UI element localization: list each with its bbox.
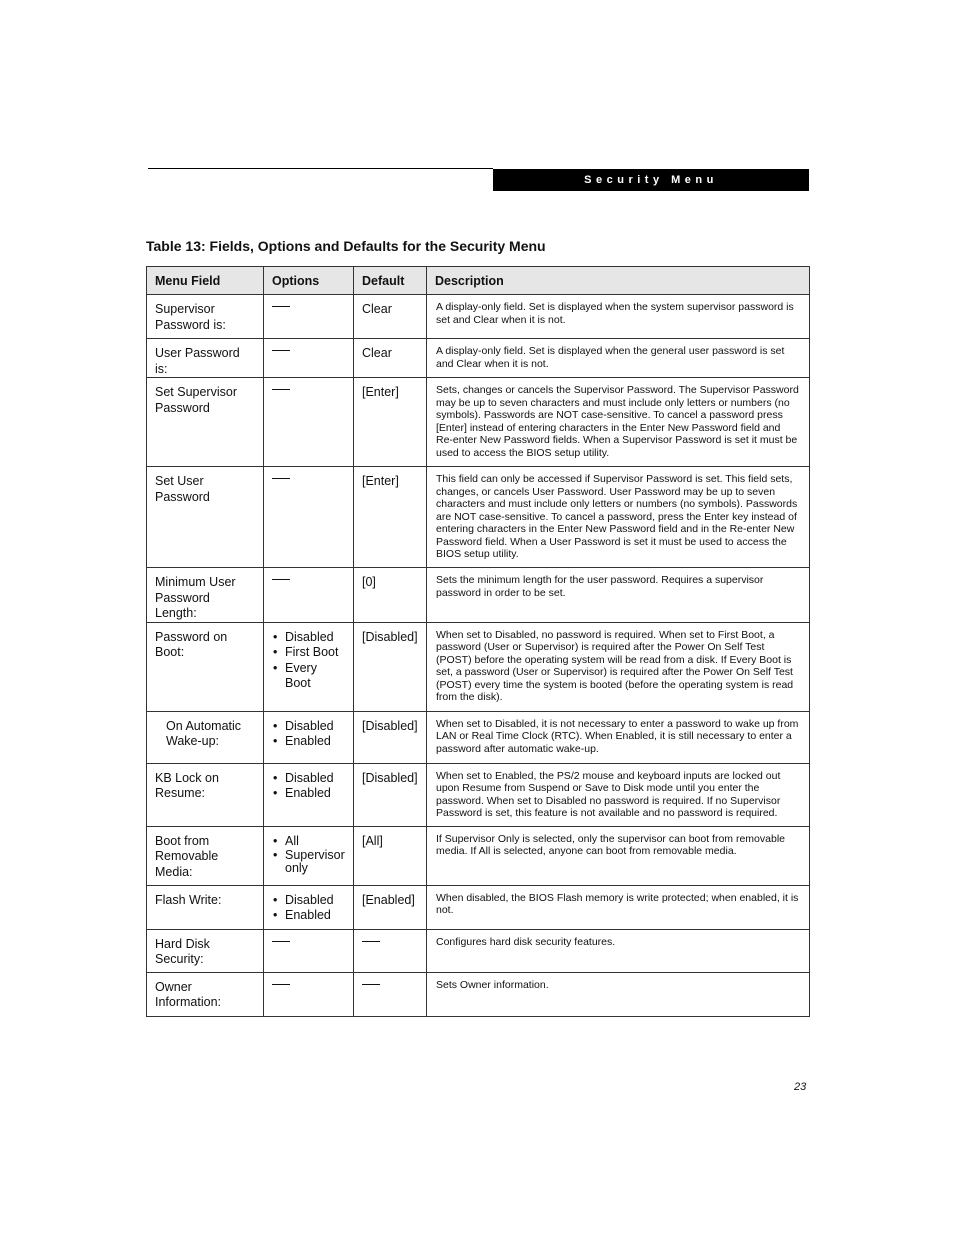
description-cell: A display-only field. Set is displayed when the general user password is set and Clear when it is not. <box>427 339 810 378</box>
default-cell: Clear <box>354 339 427 378</box>
table-row <box>147 339 810 378</box>
table-row <box>147 711 810 763</box>
table-row <box>147 763 810 826</box>
no-options-dash <box>272 306 290 307</box>
table-row <box>147 929 810 972</box>
options-list <box>272 630 345 692</box>
description-cell: Sets Owner information. <box>427 972 810 1016</box>
menu-field-cell: KB Lock on Resume: <box>147 763 264 826</box>
options-cell <box>264 622 354 711</box>
options-cell <box>264 929 354 972</box>
options-list <box>272 771 345 802</box>
table-row <box>147 885 810 929</box>
no-options-dash <box>272 478 290 479</box>
options-cell <box>264 711 354 763</box>
header-rule <box>148 168 493 169</box>
default-cell: [Disabled] <box>354 622 427 711</box>
options-cell <box>264 568 354 623</box>
menu-field-cell: Boot from Removable Media: <box>147 826 264 885</box>
option-item: • Supervisor only <box>272 849 345 875</box>
options-cell <box>264 826 354 885</box>
option-item: • Enabled <box>272 908 345 924</box>
default-cell <box>354 972 427 1016</box>
option-item: • Disabled <box>272 893 345 909</box>
option-item: • Enabled <box>272 786 345 802</box>
menu-field-cell: Set Supervisor Password <box>147 378 264 467</box>
option-item: • Disabled <box>272 719 345 735</box>
menu-field-cell: Hard Disk Security: <box>147 929 264 972</box>
no-options-dash <box>272 579 290 580</box>
option-item: • First Boot <box>272 645 345 661</box>
menu-field-cell: Set User Password <box>147 467 264 568</box>
table-row <box>147 378 810 467</box>
description-cell: When set to Disabled, it is not necessary to enter a password to wake up from LAN or Real Time Clock (RTC). When Enabled, it is still necessary to enter a password after automatic wake-up. <box>427 711 810 763</box>
table-header-row <box>147 267 810 295</box>
page-number: 23 <box>794 1081 807 1093</box>
options-cell <box>264 339 354 378</box>
column-header-menu-field: Menu Field <box>147 267 264 295</box>
description-cell: When set to Disabled, no password is required. When set to First Boot, a password (User or Supervisor) is required after the Power On Self Test (POST) before the operating system will be read from a disk. If Every Boot is set, a password (User or Supervisor) is required after the Power On Self Test (POST) every time the system is booted (before the operating system is read from the disk). <box>427 622 810 711</box>
options-cell <box>264 467 354 568</box>
description-cell: Configures hard disk security features. <box>427 929 810 972</box>
options-cell <box>264 378 354 467</box>
default-cell: Clear <box>354 295 427 339</box>
description-cell: This field can only be accessed if Supervisor Password is set. This field sets, changes, or cancels User Password. User Password may be up to seven characters and must include only letters or numbers (no symbols). Passwords are NOT case-sensitive. To cancel a password, press the Enter key instead of entering characters in the Enter New Password field and in the Re-enter New Password field. When a User Password is set it must be used to access the BIOS setup utility. <box>427 467 810 568</box>
description-cell: When disabled, the BIOS Flash memory is write protected; when enabled, it is not. <box>427 885 810 929</box>
options-cell <box>264 972 354 1016</box>
options-cell <box>264 885 354 929</box>
no-default-dash <box>362 984 380 985</box>
table-row <box>147 568 810 623</box>
options-cell <box>264 295 354 339</box>
menu-field-cell: Owner Information: <box>147 972 264 1016</box>
options-list <box>272 834 345 876</box>
default-cell: [Disabled] <box>354 763 427 826</box>
column-header-default: Default <box>354 267 427 295</box>
description-cell: Sets, changes or cancels the Supervisor Password. The Supervisor Password may be up to seven characters and must include only letters or numbers (no symbols). Passwords are NOT case-sensitive. To cancel a password press [Enter] instead of entering characters in the Enter New Password field and Re-enter New Password fields. When a Supervisor Password is set it must be used to access the BIOS setup utility. <box>427 378 810 467</box>
option-item: • Disabled <box>272 630 345 646</box>
description-cell: When set to Enabled, the PS/2 mouse and keyboard inputs are locked out upon Resume from Suspend or Save to Disk mode until you enter the password. When set to Disabled no password is required. If no Supervisor Password is set, this feature is not available and no password is required. <box>427 763 810 826</box>
table-row <box>147 972 810 1016</box>
menu-field-cell: On Automatic Wake-up: <box>147 711 264 763</box>
security-menu-table <box>146 266 810 1017</box>
default-cell: [Disabled] <box>354 711 427 763</box>
description-cell: If Supervisor Only is selected, only the supervisor can boot from removable media. If All is selected, anyone can boot from removable media. <box>427 826 810 885</box>
options-list <box>272 719 345 750</box>
options-list <box>272 893 345 924</box>
no-options-dash <box>272 984 290 985</box>
option-item: • Enabled <box>272 734 345 750</box>
default-cell: [Enabled] <box>354 885 427 929</box>
table-row <box>147 295 810 339</box>
table-row <box>147 622 810 711</box>
column-header-options: Options <box>264 267 354 295</box>
no-options-dash <box>272 350 290 351</box>
table-row <box>147 826 810 885</box>
description-cell: A display-only field. Set is displayed when the system supervisor password is set and Clear when it is not. <box>427 295 810 339</box>
option-item: • Every Boot <box>272 661 345 692</box>
option-item: • Disabled <box>272 771 345 787</box>
option-item: • All <box>272 834 345 850</box>
table-row <box>147 467 810 568</box>
menu-field-cell: Flash Write: <box>147 885 264 929</box>
menu-field-cell: Password on Boot: <box>147 622 264 711</box>
menu-field-cell: User Password is: <box>147 339 264 378</box>
column-header-description: Description <box>427 267 810 295</box>
default-cell: [Enter] <box>354 378 427 467</box>
menu-field-cell: Supervisor Password is: <box>147 295 264 339</box>
default-cell: [All] <box>354 826 427 885</box>
options-cell <box>264 763 354 826</box>
no-default-dash <box>362 941 380 942</box>
no-options-dash <box>272 941 290 942</box>
description-cell: Sets the minimum length for the user password. Requires a supervisor password in order to be set. <box>427 568 810 623</box>
no-options-dash <box>272 389 290 390</box>
table-title: Table 13: Fields, Options and Defaults for the Security Menu <box>146 238 546 254</box>
default-cell <box>354 929 427 972</box>
menu-field-cell: Minimum User Password Length: <box>147 568 264 623</box>
default-cell: [0] <box>354 568 427 623</box>
section-header: Security Menu <box>493 169 809 191</box>
default-cell: [Enter] <box>354 467 427 568</box>
